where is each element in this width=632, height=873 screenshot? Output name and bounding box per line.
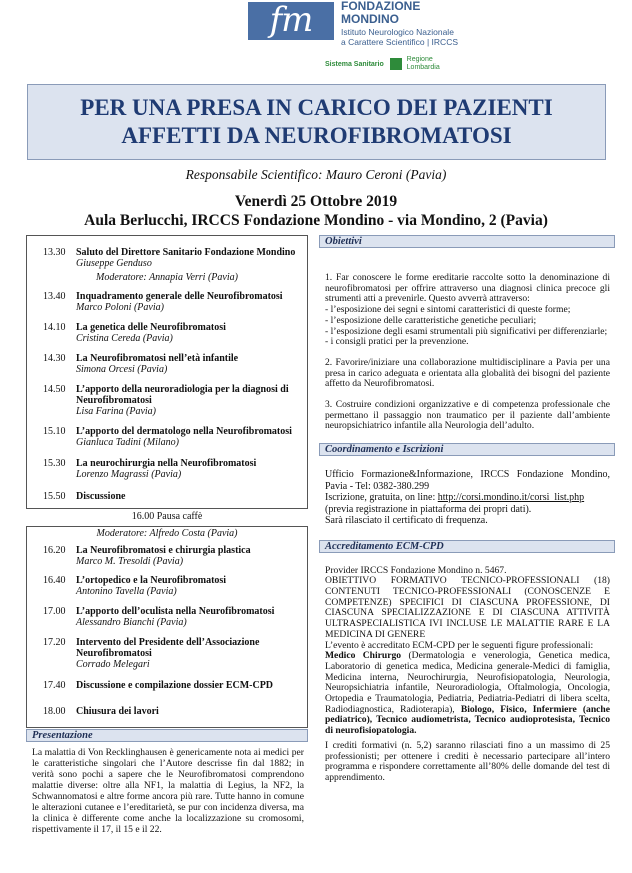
session-time: 14.50	[43, 384, 66, 395]
sistema-sanitario-label: Sistema Sanitario	[325, 60, 384, 68]
responsabile-scientifico: Responsabile Scientifico: Mauro Ceroni (Pavia)	[185, 167, 447, 182]
session-time: 16.20	[43, 545, 66, 556]
accr-provider: Provider IRCCS Fondazione Mondino n. 5467.	[325, 564, 507, 576]
title-line1: PER UNA PRESA IN CARICO DEI PAZIENTI	[80, 95, 553, 120]
title-line2: AFFETTI DA NEUROFIBROMATOSI	[121, 123, 512, 148]
obiettivo-2: 2. Favorire/iniziare una collaborazione multidisciplinare a Pavia per una presa in carico adeguata e orientata alla globalità dei bisogni del paziente affetto da Neurofibromatosi.	[325, 356, 610, 390]
right-column	[319, 235, 615, 784]
medico-disciplines: (Dermatologia e venerologia, Genetica medica, Laboratorio di genetica medica, Medicina generale-Medici di famiglia, Medicina interna, Neurochirurgia, Neurofisiopatologia, Neurologia, Neuropsichiatria infantile, Neuroradiologia, Oftalmologia, Oncologia, Ortopedia e Traumatologia, Pediatria, Pediatria-Pediatri di libera scelta, Radiodiagnostica, Radioterapia),	[325, 650, 610, 715]
session-time: 15.10	[43, 426, 66, 437]
session-title: Inquadramento generale delle Neurofibromatosi	[76, 291, 283, 302]
accreditamento-header: Accreditamento ECM-CPD	[319, 540, 615, 553]
obiettivo-1: 1. Far conoscere le forme ereditarie raccolte sotto la denominazione di neurofibromatosi per offrire attraverso una diagnosi clinica precoce gli strumenti atti a prevenirle. Questo avverrà attraverso:	[325, 272, 610, 305]
event-date: Venerdì 25 Ottobre 2019	[234, 193, 398, 210]
session-speaker: Gianluca Tadini (Milano)	[76, 437, 179, 448]
session-speaker: Alessandro Bianchi (Pavia)	[76, 617, 187, 628]
session-title: La neurochirurgia nella Neurofibromatosi	[76, 458, 257, 469]
session-time: 16.40	[43, 575, 66, 586]
title-banner	[27, 84, 606, 160]
accr-credits: I crediti formativi (n. 5,2) saranno rilasciati fino a un massimo di 25 professionisti; per ottenere i crediti è necessario partecipare all’intero programma e rispondere correttamente all’80% delle domande del test di apprendimento.	[325, 739, 610, 783]
session-time: 14.10	[43, 322, 66, 333]
session-title: La Neurofibromatosi e chirurgia plastica	[76, 545, 251, 556]
regione-line1: Regione	[406, 56, 433, 63]
session-speaker: Simona Orcesi (Pavia)	[76, 364, 168, 375]
session-title: L’apporto dell’oculista nella Neurofibromatosi	[76, 606, 275, 617]
session-speaker: Marco M. Tresoldi (Pavia)	[76, 556, 184, 567]
session-speaker: Cristina Cereda (Pavia)	[76, 333, 173, 344]
org-sub-line1: Istituto Neurologico Nazionale	[341, 27, 454, 37]
coffee-break: 16.00 Pausa caffè	[131, 511, 203, 522]
moderator: Moderatore: Annapia Verri (Pavia)	[96, 272, 238, 283]
obiettivo-bullet: - l’esposizione degli esami strumentali più significativi per differenziarle;	[325, 325, 608, 337]
coord-registration	[325, 492, 610, 504]
session-title: Intervento del Presidente dell’Associazione Neurofibromatosi	[76, 637, 260, 659]
session-speaker: Antonino Tavella (Pavia)	[76, 586, 177, 597]
session-speaker: Giuseppe Genduso	[76, 258, 152, 269]
coordinamento-section	[319, 443, 615, 527]
session-title: L’ortopedico e la Neurofibromatosi	[76, 575, 227, 586]
session-title: La Neurofibromatosi nell’età infantile	[76, 353, 239, 364]
session-time: 17.00	[43, 606, 66, 617]
session-time: 15.30	[43, 458, 66, 469]
other-professions: Biologo, Fisico, Infermiere (anche pediatrico), Tecnico audiometrista, Tecnico audioprotesista, Tecnico di neurofisiopatologia.	[325, 703, 611, 737]
registration-label: Iscrizione, gratuita, on line:	[325, 492, 438, 504]
program	[26, 235, 308, 728]
session-time: 13.30	[43, 247, 66, 258]
obiettivo-3: 3. Costruire condizioni organizzative e di competenza professionale che permettano il passaggio non traumatico per il paziente dall’ambiente neuropsichiatrico infantile alla Neurologia dell’adulto.	[325, 399, 610, 432]
coord-note: (previa registrazione in piattaforma dei propri dati).	[325, 503, 532, 515]
session-time: 17.20	[43, 637, 66, 648]
lombardia-icon	[390, 58, 402, 70]
accr-event: L’evento è accreditato ECM-CPD per le seguenti figure professionali:	[325, 639, 594, 651]
org-name-line1: FONDAZIONE	[341, 0, 421, 13]
session-speaker: Lorenzo Magrassi (Pavia)	[76, 469, 182, 480]
regione-line2: Lombardia	[406, 64, 440, 71]
org-sub-line2: a Carattere Scientifico | IRCCS	[341, 37, 458, 47]
session-title: La genetica delle Neurofibromatosi	[76, 322, 226, 333]
session-speaker: Marco Poloni (Pavia)	[76, 302, 164, 313]
org-name	[341, 0, 420, 26]
presentazione-section	[26, 729, 308, 835]
obiettivo-bullet: - l’esposizione dei segni e sintomi caratteristici di queste forme;	[325, 304, 571, 316]
logo-mark-text: fm	[269, 0, 313, 40]
coordinamento-header: Coordinamento e Iscrizioni	[319, 443, 615, 456]
region-logo	[325, 56, 440, 72]
coord-certificate: Sarà rilasciato il certificato di frequenza.	[325, 515, 488, 527]
session-title: Chiusura dei lavori	[76, 706, 159, 717]
org-name-line2: MONDINO	[341, 12, 399, 26]
accr-objective: OBIETTIVO FORMATIVO TECNICO-PROFESSIONALI (18) CONTENUTI TECNICO-PROFESSIONALI (CONOSCENZE E COMPETENZE) SPECIFICI DI CIASCUNA PROFESSIONE, DI CIASCUNA SPECIALIZZAZIONE E DI CIASCUNA ATTIVITÀ ULTRASPECIALISTICA IVI INCLUSE LE MALATTIE RARE E LA MEDICINA DI GENERE	[325, 575, 610, 640]
coord-office: Ufficio Formazione&Informazione, IRCCS Fondazione Mondino, Pavia - Tel: 0382-380.299	[325, 469, 610, 492]
session-title: Saluto del Direttore Sanitario Fondazione Mondino	[76, 247, 296, 258]
accr-professions	[325, 651, 610, 737]
org-subtitle	[341, 27, 458, 47]
event-venue: Aula Berlucchi, IRCCS Fondazione Mondino - via Mondino, 2 (Pavia)	[84, 212, 548, 229]
obiettivi-section	[319, 235, 615, 432]
obiettivi-header: Obiettivi	[319, 235, 615, 248]
session-time: 13.40	[43, 291, 66, 302]
obiettivo-bullet: - l’esposizione delle caratteristiche genetiche peculiari;	[325, 314, 537, 326]
regione-lombardia-label	[407, 56, 440, 72]
accreditamento-section	[319, 540, 615, 784]
session-title: L’apporto del dermatologo nella Neurofibromatosi	[76, 426, 292, 437]
session-time: 15.50	[43, 491, 66, 502]
session-time: 17.40	[43, 680, 66, 691]
session-speaker: Lisa Farina (Pavia)	[76, 406, 156, 417]
logo	[233, 0, 632, 80]
program-second-part	[26, 526, 308, 728]
session-title: L’apporto della neuroradiologia per la diagnosi di Neurofibromatosi	[76, 384, 289, 406]
presentazione-header: Presentazione	[26, 729, 308, 742]
program-first-part	[26, 235, 308, 509]
session-time: 18.00	[43, 706, 66, 717]
session-title: Discussione e compilazione dossier ECM-CPD	[76, 680, 274, 691]
obiettivo-bullet: - i consigli pratici per la prevenzione.	[325, 336, 469, 348]
moderator: Moderatore: Alfredo Costa (Pavia)	[96, 528, 238, 539]
registration-link[interactable]: http://corsi.mondino.it/corsi_list.php	[437, 492, 585, 504]
presentazione-text: La malattia di Von Recklinghausen è genericamente nota ai medici per le caratteristiche singolari che l’Autore descrisse fin dal 1882; in verità sono pochi a sapere che le Neurofibromatosi comprendono malattie diverse: oltre alla NF1, la malattia di Legius, la NF2, la Schwannomatosi e altre forme ancora più rare. Tutte hanno in comune le alterazioni cutanee e l’ereditarietà, se pur con incidenza diversa, ma la clinica è differente come anche la localizzazione su cromosomi, rispettivamente il 17, il 15 e il 22.	[32, 747, 304, 835]
medico-label: Medico Chirurgo	[325, 650, 402, 662]
session-title: Discussione	[76, 491, 126, 502]
fm-logo-mark	[248, 2, 334, 40]
session-speaker: Corrado Melegari	[76, 659, 150, 670]
session-time: 14.30	[43, 353, 66, 364]
